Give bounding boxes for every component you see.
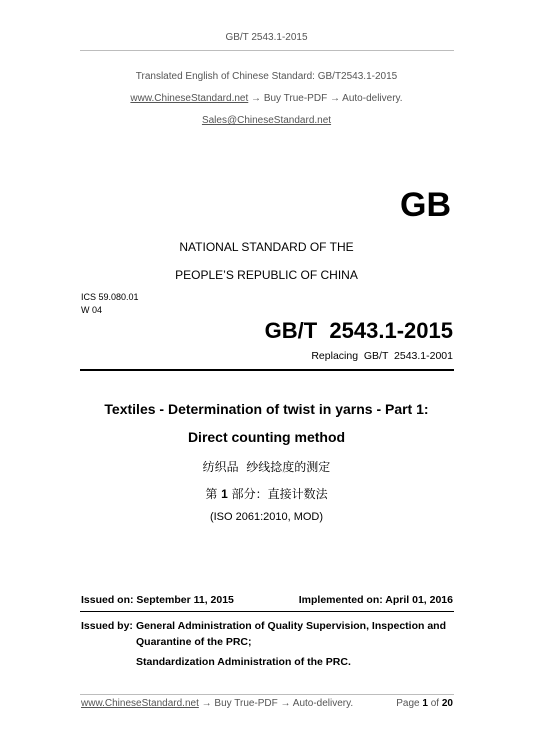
dates-divider bbox=[80, 611, 454, 612]
email-link[interactable]: Sales@ChineseStandard.net bbox=[201, 115, 332, 126]
chinese-part-number: 1 bbox=[221, 487, 228, 501]
footer-buy-text: → Buy True-PDF → Auto-delivery. bbox=[198, 698, 354, 709]
of-label: of bbox=[430, 698, 440, 709]
footer-buy-line bbox=[81, 698, 353, 709]
issuer-line-3: Standardization Administration of the PRC. bbox=[136, 656, 351, 668]
replacing-line: Replacing GB/T 2543.1-2001 bbox=[311, 350, 453, 362]
banner-line: Translated English of Chinese Standard: GB/T2543.1-2015 bbox=[135, 71, 398, 82]
page-label: Page bbox=[396, 698, 420, 709]
page-total: 20 bbox=[441, 698, 453, 709]
national-line-1: NATIONAL STANDARD OF THE bbox=[179, 240, 354, 254]
ccs-code: W 04 bbox=[81, 305, 103, 315]
footer-site-link[interactable]: www.ChineseStandard.net bbox=[81, 698, 199, 709]
issuer-line-2: Quarantine of the PRC; bbox=[136, 636, 252, 648]
page-number: 1 bbox=[422, 698, 428, 709]
chinese-part-prefix: 第 bbox=[205, 487, 222, 501]
footer-divider bbox=[80, 694, 454, 695]
chinese-part-title bbox=[0, 485, 533, 502]
chinese-title: 纺织品 纱线捻度的测定 bbox=[202, 460, 331, 474]
email-line bbox=[0, 115, 533, 126]
implemented-date: Implemented on: April 01, 2016 bbox=[298, 594, 453, 606]
title-divider bbox=[80, 369, 454, 371]
banner-buy-text: → Buy True-PDF → Auto-delivery. bbox=[248, 93, 403, 104]
ics-code: ICS 59.080.01 bbox=[81, 292, 139, 302]
title-line-1: Textiles - Determination of twist in yarns - Part 1: bbox=[104, 401, 429, 417]
header-divider bbox=[80, 50, 454, 51]
banner-buy-line bbox=[0, 93, 533, 104]
iso-reference: (ISO 2061:2010, MOD) bbox=[209, 511, 324, 523]
national-line-2: PEOPLE’S REPUBLIC OF CHINA bbox=[175, 268, 358, 282]
standard-number: GB/T 2543.1-2015 bbox=[264, 318, 453, 343]
issued-by-label: Issued by: bbox=[81, 620, 133, 632]
issued-date: Issued on: September 11, 2015 bbox=[81, 594, 234, 606]
chinese-part-suffix: 部分：直接计数法 bbox=[227, 487, 328, 501]
site-link[interactable]: www.ChineseStandard.net bbox=[130, 93, 249, 104]
running-header: GB/T 2543.1-2015 bbox=[225, 32, 308, 43]
title-line-2: Direct counting method bbox=[187, 429, 346, 445]
issuer-line-1: General Administration of Quality Supervision, Inspection and bbox=[136, 620, 446, 632]
gb-mark: GB bbox=[400, 186, 451, 224]
page-indicator bbox=[396, 698, 453, 709]
